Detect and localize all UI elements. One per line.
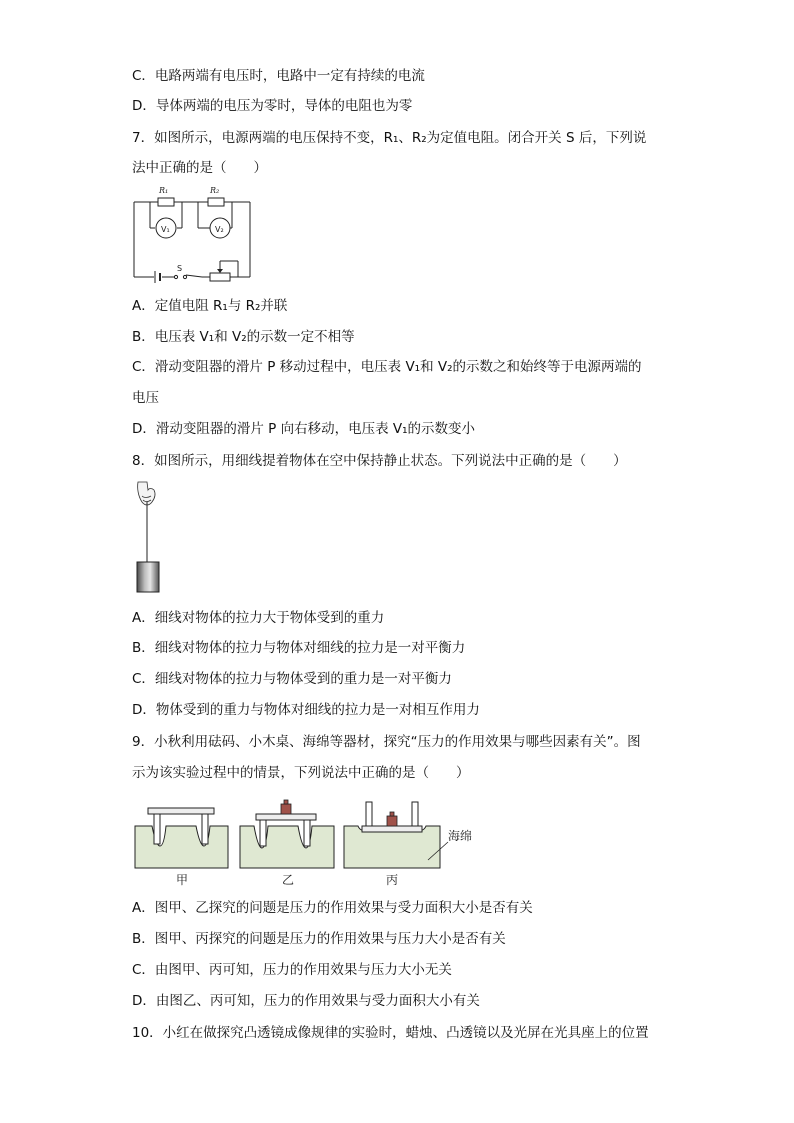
q9-stem-line1: 9．小秋利用砝码、小木桌、海绵等器材，探究“压力的作用效果与哪些因素有关”。图 xyxy=(132,734,641,750)
q7-stem-line2: 法中正确的是（ ） xyxy=(132,160,267,176)
q10-stem-line1: 10．小红在做探究凸透镜成像规律的实验时，蜡烛、凸透镜以及光屏在光具座上的位置 xyxy=(132,1025,649,1041)
q6-option-c: C．电路两端有电压时，电路中一定有持续的电流 xyxy=(132,68,425,84)
q8-option-b: B．细线对物体的拉力与物体对细线的拉力是一对平衡力 xyxy=(132,640,466,656)
q7-option-c-line2: 电压 xyxy=(132,390,159,406)
q7-option-a: A．定值电阻 R₁与 R₂并联 xyxy=(132,298,288,314)
setup-jia xyxy=(135,808,228,868)
q6-option-d: D．导体两端的电压为零时，导体的电阻也为零 xyxy=(132,98,413,114)
slider-arrow-icon xyxy=(217,269,223,273)
caption-yi: 乙 xyxy=(282,873,295,887)
r1-label: R₁ xyxy=(159,186,169,195)
q7-stem-line1: 7．如图所示，电源两端的电压保持不变，R₁、R₂为定值电阻。闭合开关 S 后，下列说 xyxy=(132,130,647,146)
sponge-label: 海绵 xyxy=(448,829,473,843)
resistor-r1 xyxy=(158,198,174,206)
v2-label: V₂ xyxy=(215,225,224,234)
q7-option-b: B．电压表 V₁和 V₂的示数一定不相等 xyxy=(132,329,355,345)
rheostat-icon xyxy=(210,273,230,281)
battery-icon xyxy=(155,271,160,283)
q8-option-c: C．细线对物体的拉力与物体受到的重力是一对平衡力 xyxy=(132,671,452,687)
switch-icon xyxy=(174,275,186,278)
q9-stem-line2: 示为该实验过程中的情景，下列说法中正确的是（ ） xyxy=(132,765,470,781)
caption-bing: 丙 xyxy=(386,873,399,887)
q7-circuit-diagram xyxy=(128,182,258,284)
v1-label: V₁ xyxy=(161,225,170,234)
resistor-r2 xyxy=(208,198,224,206)
switch-label: S xyxy=(177,264,183,273)
q9-option-c: C．由图甲、丙可知，压力的作用效果与压力大小无关 xyxy=(132,962,452,978)
q9-sponge-experiment-figure xyxy=(132,798,480,890)
q8-stem: 8．如图所示，用细线提着物体在空中保持静止状态。下列说法中正确的是（ ） xyxy=(132,453,627,469)
q8-option-d: D．物体受到的重力与物体对细线的拉力是一对相互作用力 xyxy=(132,702,480,718)
hand-icon xyxy=(138,482,155,505)
q8-option-a: A．细线对物体的拉力大于物体受到的重力 xyxy=(132,610,385,626)
caption-jia: 甲 xyxy=(176,873,189,887)
weight-icon xyxy=(387,812,397,826)
q9-option-d: D．由图乙、丙可知，压力的作用效果与受力面积大小有关 xyxy=(132,993,480,1009)
weight-icon xyxy=(281,800,291,814)
q9-option-a: A．图甲、乙探究的问题是压力的作用效果与受力面积大小是否有关 xyxy=(132,900,533,916)
q8-hanging-object-figure xyxy=(128,478,168,596)
q9-option-b: B．图甲、丙探究的问题是压力的作用效果与压力大小是否有关 xyxy=(132,931,506,947)
hanging-object xyxy=(137,562,159,592)
setup-yi xyxy=(240,800,334,868)
setup-bing xyxy=(344,802,448,868)
q7-option-c-line1: C．滑动变阻器的滑片 P 移动过程中，电压表 V₁和 V₂的示数之和始终等于电源两端的 xyxy=(132,359,642,375)
q7-option-d: D．滑动变阻器的滑片 P 向右移动，电压表 V₁的示数变小 xyxy=(132,421,476,437)
r2-label: R₂ xyxy=(210,186,220,195)
